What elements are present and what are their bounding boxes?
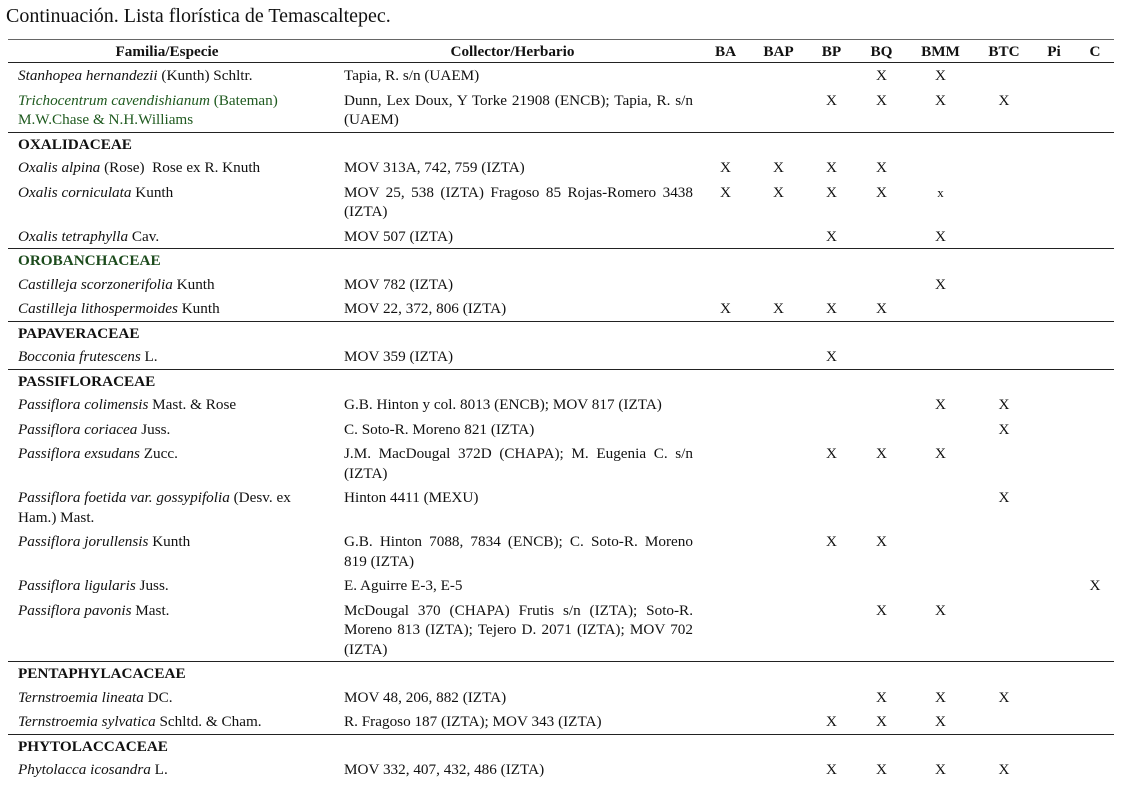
mark-bap [752, 709, 805, 734]
species-name: Oxalis tetraphylla [18, 227, 129, 245]
mark-bap: X [773, 300, 784, 317]
species-name: Ternstroemia sylvatica [18, 713, 156, 730]
mark-bmm: X [935, 91, 946, 109]
table-row [8, 344, 1114, 369]
family-name: PHYTOLACCACEAE [8, 734, 1114, 757]
mark-bap [752, 441, 805, 485]
header-species: Familia/Especie [8, 40, 326, 63]
species-name: Passiflora pavonis [18, 601, 132, 619]
mark-bq: X [876, 688, 887, 706]
mark-bq [858, 417, 905, 442]
species-cell [8, 417, 326, 442]
mark-bp: X [826, 183, 837, 201]
family-row [8, 249, 1114, 272]
table-row [8, 757, 1114, 782]
mark-bq: X [876, 300, 887, 317]
species-name: Passiflora foetida var. gossypifolia [18, 489, 230, 506]
species-author: Kunth [177, 300, 220, 317]
species-cell [8, 224, 326, 249]
mark-btc: X [998, 688, 1010, 706]
mark-c [1076, 344, 1114, 369]
mark-btc [976, 296, 1032, 321]
mark-ba [699, 344, 752, 369]
family-row [8, 734, 1114, 757]
header-bmm: BMM [905, 40, 976, 63]
table-row [8, 441, 1114, 485]
mark-ba [699, 485, 752, 529]
table-row [8, 296, 1114, 321]
mark-ba [699, 598, 752, 662]
mark-bp: X [826, 91, 837, 109]
collector-cell: Hinton 4411 (MEXU) [344, 489, 479, 506]
mark-bmm [905, 296, 976, 321]
mark-ba: X [720, 183, 731, 201]
collector-cell: E. Aguirre E-3, E-5 [344, 577, 463, 594]
mark-ba [699, 88, 752, 133]
table-row [8, 685, 1114, 710]
family-name: PASSIFLORACEAE [8, 369, 1114, 392]
mark-ba [699, 709, 752, 734]
mark-bq: X [876, 713, 887, 730]
species-name: Ternstroemia lineata [18, 688, 144, 706]
species-cell [8, 272, 326, 297]
table-row [8, 180, 1114, 224]
family-name: PENTAPHYLACACEAE [8, 662, 1114, 685]
mark-bap [752, 224, 805, 249]
mark-btc [976, 272, 1032, 297]
table-row [8, 392, 1114, 417]
mark-ba [699, 63, 752, 88]
species-name: Passiflora coriacea [18, 420, 138, 438]
species-name: Passiflora exsudans [18, 445, 140, 462]
species-author: Cav. [128, 227, 160, 245]
mark-ba [699, 224, 752, 249]
mark-ba [699, 392, 752, 417]
species-author: L. [140, 348, 158, 365]
mark-bmm [905, 529, 976, 573]
species-cell [8, 573, 326, 598]
collector-cell: G.B. Hinton 7088, 7834 (ENCB); C. Soto-R. Moreno 819 (IZTA) [344, 533, 693, 570]
header-bp: BP [805, 40, 858, 63]
table-row [8, 155, 1114, 180]
mark-btc [976, 441, 1032, 485]
mark-bmm: X [935, 227, 946, 245]
mark-bmm: X [935, 688, 946, 706]
mark-bq: X [876, 159, 887, 176]
mark-c [1076, 529, 1114, 573]
mark-c [1076, 441, 1114, 485]
collector-cell: MOV 48, 206, 882 (IZTA) [344, 688, 507, 706]
species-author: Mast. [131, 601, 170, 619]
mark-bq: X [876, 91, 887, 109]
mark-pi [1032, 344, 1076, 369]
mark-bq: X [876, 533, 887, 550]
mark-btc [976, 573, 1032, 598]
mark-btc [976, 598, 1032, 662]
mark-c [1076, 88, 1114, 133]
mark-bmm: X [935, 601, 946, 619]
mark-pi [1032, 392, 1076, 417]
collector-cell: MOV 313A, 742, 759 (IZTA) [344, 159, 525, 176]
table-row [8, 417, 1114, 442]
mark-bmm: x [937, 184, 944, 200]
mark-ba [699, 573, 752, 598]
species-cell [8, 485, 326, 529]
species-cell [8, 63, 326, 88]
mark-bap [752, 63, 805, 88]
mark-c [1076, 598, 1114, 662]
species-cell [8, 344, 326, 369]
mark-c [1076, 757, 1114, 782]
mark-pi [1032, 529, 1076, 573]
table-row [8, 88, 1114, 133]
mark-bq [858, 573, 905, 598]
mark-pi [1032, 441, 1076, 485]
species-author: DC. [143, 688, 173, 706]
mark-pi [1032, 757, 1076, 782]
mark-bap: X [773, 183, 784, 201]
mark-bq [858, 272, 905, 297]
mark-bq [858, 485, 905, 529]
mark-bmm: X [935, 713, 946, 730]
mark-pi [1032, 88, 1076, 133]
mark-ba [699, 272, 752, 297]
header-btc: BTC [976, 40, 1032, 63]
mark-bmm [905, 155, 976, 180]
table-row [8, 529, 1114, 573]
family-row [8, 369, 1114, 392]
species-cell [8, 709, 326, 734]
species-author: (Kunth) Schltr. [157, 67, 253, 84]
mark-bmm [905, 573, 976, 598]
species-author: (Desv. ex Ham.) Mast. [18, 489, 295, 526]
species-author: Mast. & Rose [148, 396, 237, 413]
mark-bap [752, 417, 805, 442]
collector-cell: C. Soto-R. Moreno 821 (IZTA) [344, 420, 535, 438]
species-cell [8, 757, 326, 782]
species-name: Passiflora ligularis [18, 577, 136, 594]
collector-cell: Dunn, Lex Doux, Y Torke 21908 (ENCB); Tapia, R. s/n (UAEM) [344, 91, 693, 128]
species-cell [8, 296, 326, 321]
mark-bp [805, 598, 858, 662]
mark-btc [976, 180, 1032, 224]
mark-bap [752, 757, 805, 782]
header-c: C [1076, 40, 1114, 63]
species-name: Passiflora colimensis [18, 396, 149, 413]
mark-bq [858, 224, 905, 249]
mark-btc: X [998, 761, 1010, 778]
collector-cell: R. Fragoso 187 (IZTA); MOV 343 (IZTA) [344, 713, 602, 730]
table-row [8, 224, 1114, 249]
species-cell [8, 441, 326, 485]
mark-bap [752, 485, 805, 529]
mark-btc: X [998, 396, 1010, 413]
mark-ba [699, 685, 752, 710]
page-title: Continuación. Lista florística de Temascaltepec. [6, 5, 391, 27]
mark-ba [699, 417, 752, 442]
collector-cell: G.B. Hinton y col. 8013 (ENCB); MOV 817 (IZTA) [344, 396, 662, 413]
table-row [8, 272, 1114, 297]
mark-bq: X [876, 445, 887, 462]
mark-btc [976, 344, 1032, 369]
mark-btc [976, 155, 1032, 180]
collector-cell: J.M. MacDougal 372D (CHAPA); M. Eugenia C. s/n (IZTA) [344, 445, 693, 482]
mark-pi [1032, 155, 1076, 180]
header-collector: Collector/Herbario [326, 40, 699, 63]
collector-cell: MOV 782 (IZTA) [344, 275, 454, 293]
mark-c [1076, 155, 1114, 180]
species-cell [8, 155, 326, 180]
mark-btc [976, 224, 1032, 249]
mark-pi [1032, 573, 1076, 598]
header-bap: BAP [752, 40, 805, 63]
header-ba: BA [699, 40, 752, 63]
mark-c [1076, 392, 1114, 417]
species-name: Castilleja lithospermoides [18, 300, 178, 317]
mark-pi [1032, 224, 1076, 249]
mark-bap [752, 573, 805, 598]
mark-btc: X [998, 91, 1010, 109]
mark-bmm: X [935, 396, 946, 413]
mark-pi [1032, 63, 1076, 88]
family-name: PAPAVERACEAE [8, 321, 1114, 344]
mark-pi [1032, 485, 1076, 529]
species-name: Passiflora jorullensis [18, 533, 149, 550]
mark-bp: X [826, 445, 837, 462]
mark-bp [805, 685, 858, 710]
mark-bp [805, 573, 858, 598]
table-row [8, 598, 1114, 662]
collector-cell: MOV 359 (IZTA) [344, 348, 454, 365]
species-author: Juss. [135, 577, 169, 594]
table-row [8, 573, 1114, 598]
collector-cell: MOV 332, 407, 432, 486 (IZTA) [344, 761, 545, 778]
species-cell [8, 180, 326, 224]
collector-cell: McDougal 370 (CHAPA) Frutis s/n (IZTA); Soto-R. Moreno 813 (IZTA); Tejero D. 2071 (IZTA); MOV 702 (IZTA) [344, 601, 693, 658]
mark-btc: X [998, 489, 1010, 506]
species-author: Schltd. & Cham. [155, 713, 262, 730]
mark-c [1076, 685, 1114, 710]
collector-cell: MOV 25, 538 (IZTA) Fragoso 85 Rojas-Romero 3438 (IZTA) [344, 183, 693, 220]
mark-bmm [905, 417, 976, 442]
species-author: Kunth [172, 275, 215, 293]
mark-c [1076, 224, 1114, 249]
species-name: Castilleja scorzonerifolia [18, 275, 173, 293]
mark-c [1076, 296, 1114, 321]
mark-bq [858, 392, 905, 417]
mark-ba: X [720, 159, 731, 176]
species-name: Trichocentrum cavendishianum [18, 91, 210, 109]
mark-btc [976, 709, 1032, 734]
mark-bp: X [826, 533, 837, 550]
mark-bap [752, 685, 805, 710]
mark-bmm: X [935, 445, 946, 462]
family-row [8, 662, 1114, 685]
mark-bmm: X [935, 275, 946, 293]
mark-bp: X [826, 348, 837, 365]
mark-bmm: X [935, 67, 946, 84]
mark-bap [752, 344, 805, 369]
mark-bp: X [826, 713, 837, 730]
mark-btc [976, 63, 1032, 88]
mark-pi [1032, 598, 1076, 662]
mark-pi [1032, 709, 1076, 734]
mark-bp: X [826, 159, 837, 176]
mark-bp [805, 485, 858, 529]
mark-c [1076, 417, 1114, 442]
mark-pi [1032, 417, 1076, 442]
mark-bp [805, 392, 858, 417]
header-pi: Pi [1032, 40, 1076, 63]
species-name: Phytolacca icosandra [18, 761, 151, 778]
species-cell [8, 392, 326, 417]
mark-pi [1032, 685, 1076, 710]
species-cell [8, 598, 326, 662]
species-author: Kunth [148, 533, 191, 550]
collector-cell: MOV 22, 372, 806 (IZTA) [344, 300, 507, 317]
mark-c [1076, 485, 1114, 529]
mark-bap [752, 392, 805, 417]
mark-c: X [1089, 577, 1101, 594]
species-author: Zucc. [139, 445, 178, 462]
species-cell [8, 88, 326, 133]
floristic-table [8, 39, 1114, 782]
species-author: (Bateman) M.W.Chase & N.H.Williams [18, 91, 282, 128]
mark-bp [805, 417, 858, 442]
mark-ba: X [720, 300, 731, 317]
species-author: L. [150, 761, 168, 778]
mark-bap [752, 598, 805, 662]
collector-cell: MOV 507 (IZTA) [344, 227, 454, 245]
mark-bp: X [826, 227, 837, 245]
mark-bap [752, 88, 805, 133]
species-cell [8, 529, 326, 573]
mark-bq: X [876, 67, 887, 84]
mark-pi [1032, 272, 1076, 297]
species-name: Oxalis corniculata [18, 183, 132, 201]
mark-bmm [905, 344, 976, 369]
mark-btc [976, 529, 1032, 573]
mark-bp: X [826, 300, 837, 317]
mark-c [1076, 180, 1114, 224]
mark-c [1076, 709, 1114, 734]
species-name: Bocconia frutescens [18, 348, 141, 365]
mark-bp: X [826, 761, 837, 778]
species-cell [8, 685, 326, 710]
mark-bq [858, 344, 905, 369]
mark-bq: X [876, 183, 887, 201]
mark-ba [699, 529, 752, 573]
mark-bp [805, 272, 858, 297]
mark-pi [1032, 296, 1076, 321]
family-name: OROBANCHACEAE [8, 249, 1114, 272]
mark-bap [752, 272, 805, 297]
mark-bap [752, 529, 805, 573]
table-row [8, 485, 1114, 529]
species-author: (Rose) Rose ex R. Knuth [100, 159, 261, 176]
mark-c [1076, 272, 1114, 297]
mark-c [1076, 63, 1114, 88]
table-body [8, 63, 1114, 782]
species-author: Kunth [131, 183, 174, 201]
table-row [8, 709, 1114, 734]
mark-bq: X [876, 761, 887, 778]
table-row [8, 63, 1114, 88]
mark-bq: X [876, 601, 887, 619]
family-name: OXALIDACEAE [8, 132, 1114, 155]
species-name: Stanhopea hernandezii [18, 67, 158, 84]
mark-ba [699, 441, 752, 485]
header-row [8, 40, 1114, 63]
mark-ba [699, 757, 752, 782]
species-name: Oxalis alpina [18, 159, 101, 176]
collector-cell: Tapia, R. s/n (UAEM) [344, 67, 480, 84]
family-row [8, 321, 1114, 344]
mark-btc: X [998, 420, 1010, 438]
mark-bap: X [773, 159, 784, 176]
mark-bp [805, 63, 858, 88]
mark-pi [1032, 180, 1076, 224]
header-bq: BQ [858, 40, 905, 63]
mark-bmm [905, 485, 976, 529]
mark-bmm: X [935, 761, 946, 778]
family-row [8, 132, 1114, 155]
species-author: Juss. [137, 420, 171, 438]
